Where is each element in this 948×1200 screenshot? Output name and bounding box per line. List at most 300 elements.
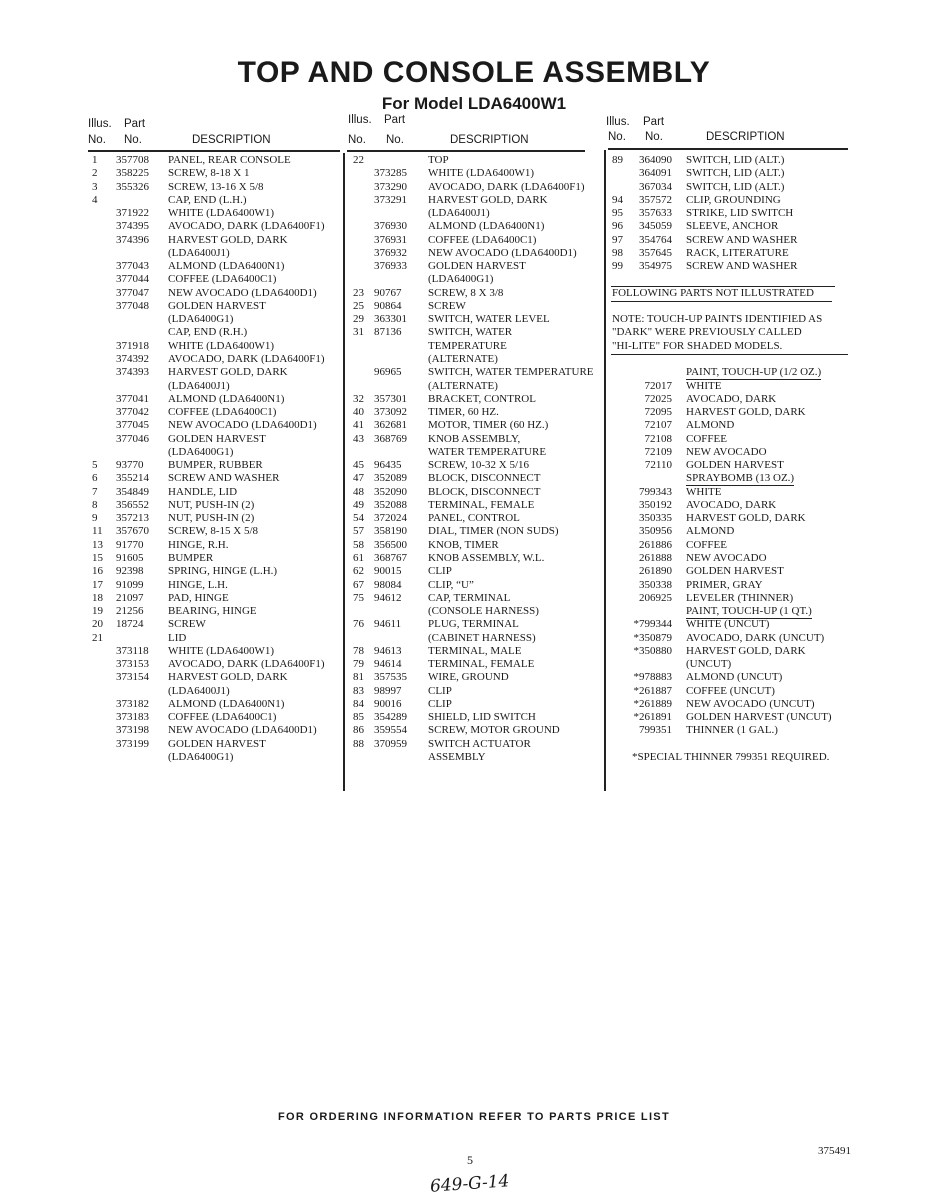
- part-description: SWITCH, LID (ALT.): [686, 167, 785, 180]
- part-number: 350956: [639, 525, 672, 538]
- part-number: 261886: [639, 538, 672, 551]
- part-description: AVOCADO, DARK (LDA6400F1): [168, 220, 325, 233]
- illus-number: 62: [353, 565, 364, 578]
- part-number: 355326: [116, 180, 149, 193]
- part-number: 373198: [116, 724, 149, 737]
- note-line: [612, 751, 852, 764]
- table-row: [353, 459, 605, 472]
- part-description: (LDA6400G1): [168, 445, 234, 458]
- part-number: 363301: [374, 313, 407, 326]
- table-row: [353, 419, 605, 432]
- part-description: MOTOR, TIMER (60 HZ.): [428, 419, 549, 432]
- part-description: GOLDEN HARVEST (UNCUT): [686, 711, 832, 724]
- header-part: Part: [124, 118, 146, 130]
- part-description: WHITE (LDA6400W1): [428, 167, 534, 180]
- part-description: (LDA6400G1): [428, 273, 494, 286]
- part-description: CAP, TERMINAL: [428, 591, 511, 604]
- illus-number: 84: [353, 697, 364, 710]
- table-row: [612, 393, 852, 406]
- table-row: [92, 605, 342, 618]
- part-description: PANEL, REAR CONSOLE: [168, 154, 291, 166]
- table-row: [92, 207, 342, 220]
- table-row: [612, 632, 852, 645]
- table-row: [92, 433, 342, 446]
- part-number: 96435: [374, 459, 402, 472]
- part-description: WHITE (LDA6400W1): [168, 644, 274, 657]
- part-number: 92398: [116, 565, 144, 578]
- table-row: [353, 220, 605, 233]
- part-number: 94612: [374, 591, 402, 604]
- part-description: HINGE, R.H.: [168, 538, 229, 551]
- table-row: [353, 273, 605, 286]
- part-description: NEW AVOCADO (UNCUT): [686, 697, 815, 710]
- part-number: *261889: [633, 697, 672, 710]
- illus-number: 79: [353, 658, 364, 671]
- illus-number: 5: [92, 459, 98, 472]
- table-row: [353, 685, 605, 698]
- part-description: HARVEST GOLD, DARK: [686, 644, 806, 657]
- part-description: (LDA6400G1): [168, 313, 234, 326]
- part-description: COFFEE (LDA6400C1): [168, 273, 277, 286]
- table-row: [92, 658, 342, 671]
- part-description: SPRAYBOMB (13 OZ.): [686, 472, 795, 485]
- table-row: [92, 366, 342, 379]
- part-description: SCREW: [168, 618, 206, 631]
- part-number: 376930: [374, 220, 407, 233]
- part-description: WHITE (UNCUT): [686, 618, 770, 631]
- part-number: 72108: [644, 432, 672, 445]
- table-row: [353, 353, 605, 366]
- part-description: AVOCADO, DARK (LDA6400F1): [428, 180, 585, 193]
- part-description: ALMOND (UNCUT): [686, 671, 783, 684]
- part-number: 358190: [374, 525, 407, 538]
- illus-number: 7: [92, 485, 98, 498]
- part-number: 377042: [116, 406, 149, 419]
- table-row: [353, 167, 605, 180]
- illus-number: 89: [612, 154, 623, 166]
- table-row: [92, 446, 342, 459]
- part-description: HARVEST GOLD, DARK: [428, 193, 548, 206]
- part-description: ALMOND: [686, 525, 735, 538]
- table-row: [612, 300, 852, 313]
- illus-number: 49: [353, 498, 364, 511]
- table-row: [612, 380, 852, 393]
- part-number: 354975: [639, 260, 672, 273]
- table-row: [612, 406, 852, 419]
- part-description: AVOCADO, DARK (LDA6400F1): [168, 352, 325, 365]
- illus-number: 18: [92, 591, 103, 604]
- table-row: [92, 154, 342, 167]
- part-number: 72109: [644, 445, 672, 458]
- part-number: 90767: [374, 286, 402, 299]
- illus-number: 85: [353, 711, 364, 724]
- table-row: [612, 645, 852, 658]
- note-line: [612, 340, 852, 353]
- table-row: [353, 632, 605, 645]
- part-description: CLIP: [428, 684, 452, 697]
- part-number: 261888: [639, 551, 672, 564]
- table-row: [353, 592, 605, 605]
- parts-column-left: [92, 154, 342, 764]
- part-description: SCREW, 8-18 X 1: [168, 167, 250, 180]
- part-number: 352089: [374, 472, 407, 485]
- part-description: COFFEE (LDA6400C1): [428, 233, 537, 246]
- part-number: 357535: [374, 671, 407, 684]
- part-number: 799343: [639, 485, 672, 498]
- note-text: FOLLOWING PARTS NOT ILLUSTRATED: [612, 286, 814, 299]
- table-row: [612, 486, 852, 499]
- illus-number: 2: [92, 167, 98, 180]
- part-number: 94611: [374, 618, 402, 631]
- table-row: [92, 181, 342, 194]
- part-description: PLUG, TERMINAL: [428, 618, 519, 631]
- handwritten-note: 649-G-14: [429, 1171, 511, 1197]
- illus-number: 9: [92, 512, 98, 525]
- part-description: (UNCUT): [686, 658, 732, 671]
- table-row: [612, 605, 852, 618]
- part-number: 368769: [374, 432, 407, 445]
- table-row: [612, 459, 852, 472]
- note-line: [612, 287, 852, 300]
- illus-number: 78: [353, 644, 364, 657]
- illus-number: 47: [353, 472, 364, 485]
- part-description: LEVELER (THINNER): [686, 591, 794, 604]
- table-row: [612, 671, 852, 684]
- part-number: 377048: [116, 299, 149, 312]
- part-description: ALMOND (LDA6400N1): [428, 220, 545, 233]
- part-description: BUMPER: [168, 551, 214, 564]
- part-description: HINGE, L.H.: [168, 578, 228, 591]
- table-row: [353, 512, 605, 525]
- part-number: 18724: [116, 618, 144, 631]
- table-row: [612, 247, 852, 260]
- table-row: [92, 512, 342, 525]
- table-row: [92, 353, 342, 366]
- table-row: [612, 353, 852, 366]
- table-row: [612, 579, 852, 592]
- part-description: NEW AVOCADO (LDA6400D1): [428, 246, 577, 259]
- part-number: 368767: [374, 551, 407, 564]
- part-number: 91099: [116, 578, 144, 591]
- part-description: STRIKE, LID SWITCH: [686, 207, 794, 220]
- table-row: [612, 658, 852, 671]
- illus-number: 32: [353, 392, 364, 405]
- table-row: [353, 711, 605, 724]
- part-description: HANDLE, LID: [168, 485, 238, 498]
- table-row: [353, 154, 605, 167]
- part-number: 373092: [374, 406, 407, 419]
- note-text: "DARK" WERE PREVIOUSLY CALLED: [612, 326, 802, 339]
- table-row: [92, 260, 342, 273]
- part-description: HARVEST GOLD, DARK: [168, 366, 288, 379]
- part-description: PANEL, CONTROL: [428, 512, 520, 525]
- table-row: [92, 459, 342, 472]
- part-description: SCREW, 13-16 X 5/8: [168, 180, 264, 193]
- part-number: 98084: [374, 578, 402, 591]
- column-header-middle: [348, 113, 588, 149]
- part-description: WATER TEMPERATURE: [428, 445, 547, 458]
- part-description: SCREW, MOTOR GROUND: [428, 724, 560, 737]
- illus-number: 57: [353, 525, 364, 538]
- part-number: 374395: [116, 220, 149, 233]
- table-row: [612, 552, 852, 565]
- part-number: 350338: [639, 578, 672, 591]
- part-number: 352088: [374, 498, 407, 511]
- part-number: 377045: [116, 419, 149, 432]
- part-number: 356552: [116, 498, 149, 511]
- part-number: 350335: [639, 512, 672, 525]
- part-description: SWITCH, WATER: [428, 326, 513, 339]
- illus-number: 31: [353, 326, 364, 339]
- table-row: [353, 605, 605, 618]
- part-number: 98997: [374, 684, 402, 697]
- table-row: [353, 539, 605, 552]
- illus-number: 17: [92, 578, 103, 591]
- part-description: KNOB ASSEMBLY, W.L.: [428, 551, 545, 564]
- header-illus-no: No.: [348, 134, 366, 146]
- part-number: 91605: [116, 551, 144, 564]
- column-header-left: [88, 117, 343, 149]
- part-description: SCREW: [428, 299, 466, 312]
- table-row: [353, 260, 605, 273]
- illus-number: 88: [353, 737, 364, 750]
- table-row: [612, 419, 852, 432]
- table-row: [353, 326, 605, 339]
- part-description: LID: [168, 631, 187, 644]
- table-row: [612, 260, 852, 273]
- illus-number: 23: [353, 286, 364, 299]
- table-row: [353, 751, 605, 764]
- part-number: 206925: [639, 591, 672, 604]
- part-description: (LDA6400J1): [168, 684, 230, 697]
- illus-number: 11: [92, 525, 103, 538]
- part-number: 377044: [116, 273, 149, 286]
- table-row: [92, 472, 342, 485]
- table-row: [353, 287, 605, 300]
- part-number: *978883: [633, 671, 672, 684]
- part-number: 21256: [116, 605, 144, 618]
- part-description: SWITCH, WATER LEVEL: [428, 313, 550, 326]
- illus-number: 96: [612, 220, 623, 233]
- part-number: 21097: [116, 591, 144, 604]
- part-number: 372024: [374, 512, 407, 525]
- part-description: SCREW AND WASHER: [686, 233, 798, 246]
- part-number: 376933: [374, 260, 407, 273]
- table-row: [353, 194, 605, 207]
- table-row: [92, 525, 342, 538]
- part-description: HARVEST GOLD, DARK: [168, 233, 288, 246]
- part-number: 374393: [116, 366, 149, 379]
- part-description: SCREW, 10-32 X 5/16: [428, 459, 530, 472]
- page-number: 5: [467, 1153, 473, 1167]
- table-row: [353, 579, 605, 592]
- table-row: [92, 313, 342, 326]
- table-row: [92, 486, 342, 499]
- part-description: CAP, END (R.H.): [168, 326, 248, 339]
- table-row: [612, 698, 852, 711]
- part-description: TERMINAL, FEMALE: [428, 498, 535, 511]
- illus-number: 94: [612, 193, 623, 206]
- part-number: 376931: [374, 233, 407, 246]
- table-row: [612, 618, 852, 631]
- part-description: CAP, END (L.H.): [168, 193, 247, 206]
- part-number: 354764: [639, 233, 672, 246]
- table-row: [612, 273, 852, 286]
- header-rule-left: [88, 150, 340, 152]
- part-number: 357301: [374, 392, 407, 405]
- part-number: 357708: [116, 154, 149, 166]
- note-text: "HI-LITE" FOR SHADED MODELS.: [612, 339, 783, 352]
- part-description: SWITCH, LID (ALT.): [686, 180, 785, 193]
- part-description: DIAL, TIMER (NON SUDS): [428, 525, 559, 538]
- table-row: [353, 207, 605, 220]
- illus-number: 20: [92, 618, 103, 631]
- part-description: ALMOND (LDA6400N1): [168, 260, 285, 273]
- part-description: NEW AVOCADO (LDA6400D1): [168, 419, 317, 432]
- illus-number: 67: [353, 578, 364, 591]
- table-row: [612, 234, 852, 247]
- table-row: [612, 711, 852, 724]
- part-number: 94614: [374, 658, 402, 671]
- part-description: ASSEMBLY: [428, 750, 486, 763]
- header-part-no: No.: [386, 134, 404, 146]
- part-number: 357572: [639, 193, 672, 206]
- table-row: [353, 446, 605, 459]
- part-number: 373199: [116, 737, 149, 750]
- table-row: [92, 698, 342, 711]
- part-number: 357633: [639, 207, 672, 220]
- part-number: 359554: [374, 724, 407, 737]
- part-number: *350879: [633, 631, 672, 644]
- table-row: [612, 366, 852, 379]
- illus-number: 95: [612, 207, 623, 220]
- illus-number: 22: [353, 154, 364, 166]
- table-row: [92, 326, 342, 339]
- table-row: [353, 433, 605, 446]
- part-description: NEW AVOCADO: [686, 445, 767, 458]
- part-number: 370959: [374, 737, 407, 750]
- part-number: 72107: [644, 419, 672, 432]
- part-description: GOLDEN HARVEST: [428, 260, 526, 273]
- table-row: [353, 393, 605, 406]
- note-text: NOTE: TOUCH-UP PAINTS IDENTIFIED AS: [612, 313, 823, 326]
- table-row: [92, 380, 342, 393]
- header-illus: Illus.: [88, 118, 112, 130]
- part-description: SWITCH, WATER TEMPERATURE: [428, 366, 594, 379]
- illus-number: 98: [612, 246, 623, 259]
- table-row: [92, 539, 342, 552]
- ordering-info-footer: FOR ORDERING INFORMATION REFER TO PARTS PRICE LIST: [278, 1111, 670, 1123]
- document-number: 375491: [818, 1145, 851, 1157]
- illus-number: 48: [353, 485, 364, 498]
- table-row: [353, 525, 605, 538]
- part-number: 357213: [116, 512, 149, 525]
- part-description: ALMOND (LDA6400N1): [168, 392, 285, 405]
- part-description: HARVEST GOLD, DARK: [168, 671, 288, 684]
- part-description: (LDA6400J1): [168, 379, 230, 392]
- part-description: AVOCADO, DARK: [686, 392, 777, 405]
- table-row: [92, 287, 342, 300]
- part-number: *261891: [633, 711, 672, 724]
- part-number: 377043: [116, 260, 149, 273]
- header-part-no: No.: [645, 131, 663, 143]
- part-number: 362681: [374, 419, 407, 432]
- header-description: DESCRIPTION: [450, 134, 529, 146]
- table-row: [92, 234, 342, 247]
- illus-number: 54: [353, 512, 364, 525]
- part-description: COFFEE (UNCUT): [686, 684, 775, 697]
- part-description: AVOCADO, DARK: [686, 498, 777, 511]
- part-number: 94613: [374, 644, 402, 657]
- illus-number: 19: [92, 605, 103, 618]
- part-description: PRIMER, GRAY: [686, 578, 763, 591]
- illus-number: 13: [92, 538, 103, 551]
- table-row: [612, 512, 852, 525]
- table-row: [353, 738, 605, 751]
- part-description: (LDA6400J1): [168, 246, 230, 259]
- part-description: ALMOND (LDA6400N1): [168, 697, 285, 710]
- illus-number: 99: [612, 260, 623, 273]
- part-description: (ALTERNATE): [428, 352, 498, 365]
- table-row: [92, 565, 342, 578]
- part-number: 364091: [639, 167, 672, 180]
- part-number: 355214: [116, 472, 149, 485]
- part-number: 261890: [639, 565, 672, 578]
- part-number: 373182: [116, 697, 149, 710]
- header-illus-no: No.: [608, 131, 626, 143]
- table-row: [612, 220, 852, 233]
- part-description: AVOCADO, DARK (LDA6400F1): [168, 658, 325, 671]
- illus-number: 4: [92, 193, 98, 206]
- part-description: (LDA6400G1): [168, 750, 234, 763]
- table-row: [612, 499, 852, 512]
- part-description: TERMINAL, FEMALE: [428, 658, 535, 671]
- table-row: [353, 313, 605, 326]
- table-row: [612, 472, 852, 485]
- part-description: WHITE: [686, 379, 722, 392]
- illus-number: 81: [353, 671, 364, 684]
- part-description: TIMER, 60 HZ.: [428, 406, 499, 419]
- part-description: CLIP, GROUNDING: [686, 193, 781, 206]
- header-rule-middle: [347, 150, 585, 152]
- part-number: 357670: [116, 525, 149, 538]
- table-row: [612, 539, 852, 552]
- part-number: 373291: [374, 193, 407, 206]
- illus-number: 1: [92, 154, 98, 166]
- part-description: SCREW AND WASHER: [686, 260, 798, 273]
- part-description: (CABINET HARNESS): [428, 631, 536, 644]
- part-description: GOLDEN HARVEST: [686, 459, 784, 472]
- table-row: [92, 499, 342, 512]
- illus-number: 43: [353, 432, 364, 445]
- part-description: BLOCK, DISCONNECT: [428, 472, 541, 485]
- header-illus: Illus.: [348, 114, 372, 126]
- table-row: [612, 525, 852, 538]
- part-description: SPRING, HINGE (L.H.): [168, 565, 278, 578]
- header-illus: Illus.: [606, 116, 630, 128]
- illus-number: 15: [92, 551, 103, 564]
- part-description: TERMINAL, MALE: [428, 644, 522, 657]
- table-row: [92, 632, 342, 645]
- part-number: 799351: [639, 724, 672, 737]
- part-number: 357645: [639, 246, 672, 259]
- table-row: [92, 300, 342, 313]
- table-row: [612, 685, 852, 698]
- part-description: KNOB ASSEMBLY,: [428, 432, 521, 445]
- part-number: 354849: [116, 485, 149, 498]
- table-row: [612, 738, 852, 751]
- part-number: *350880: [633, 644, 672, 657]
